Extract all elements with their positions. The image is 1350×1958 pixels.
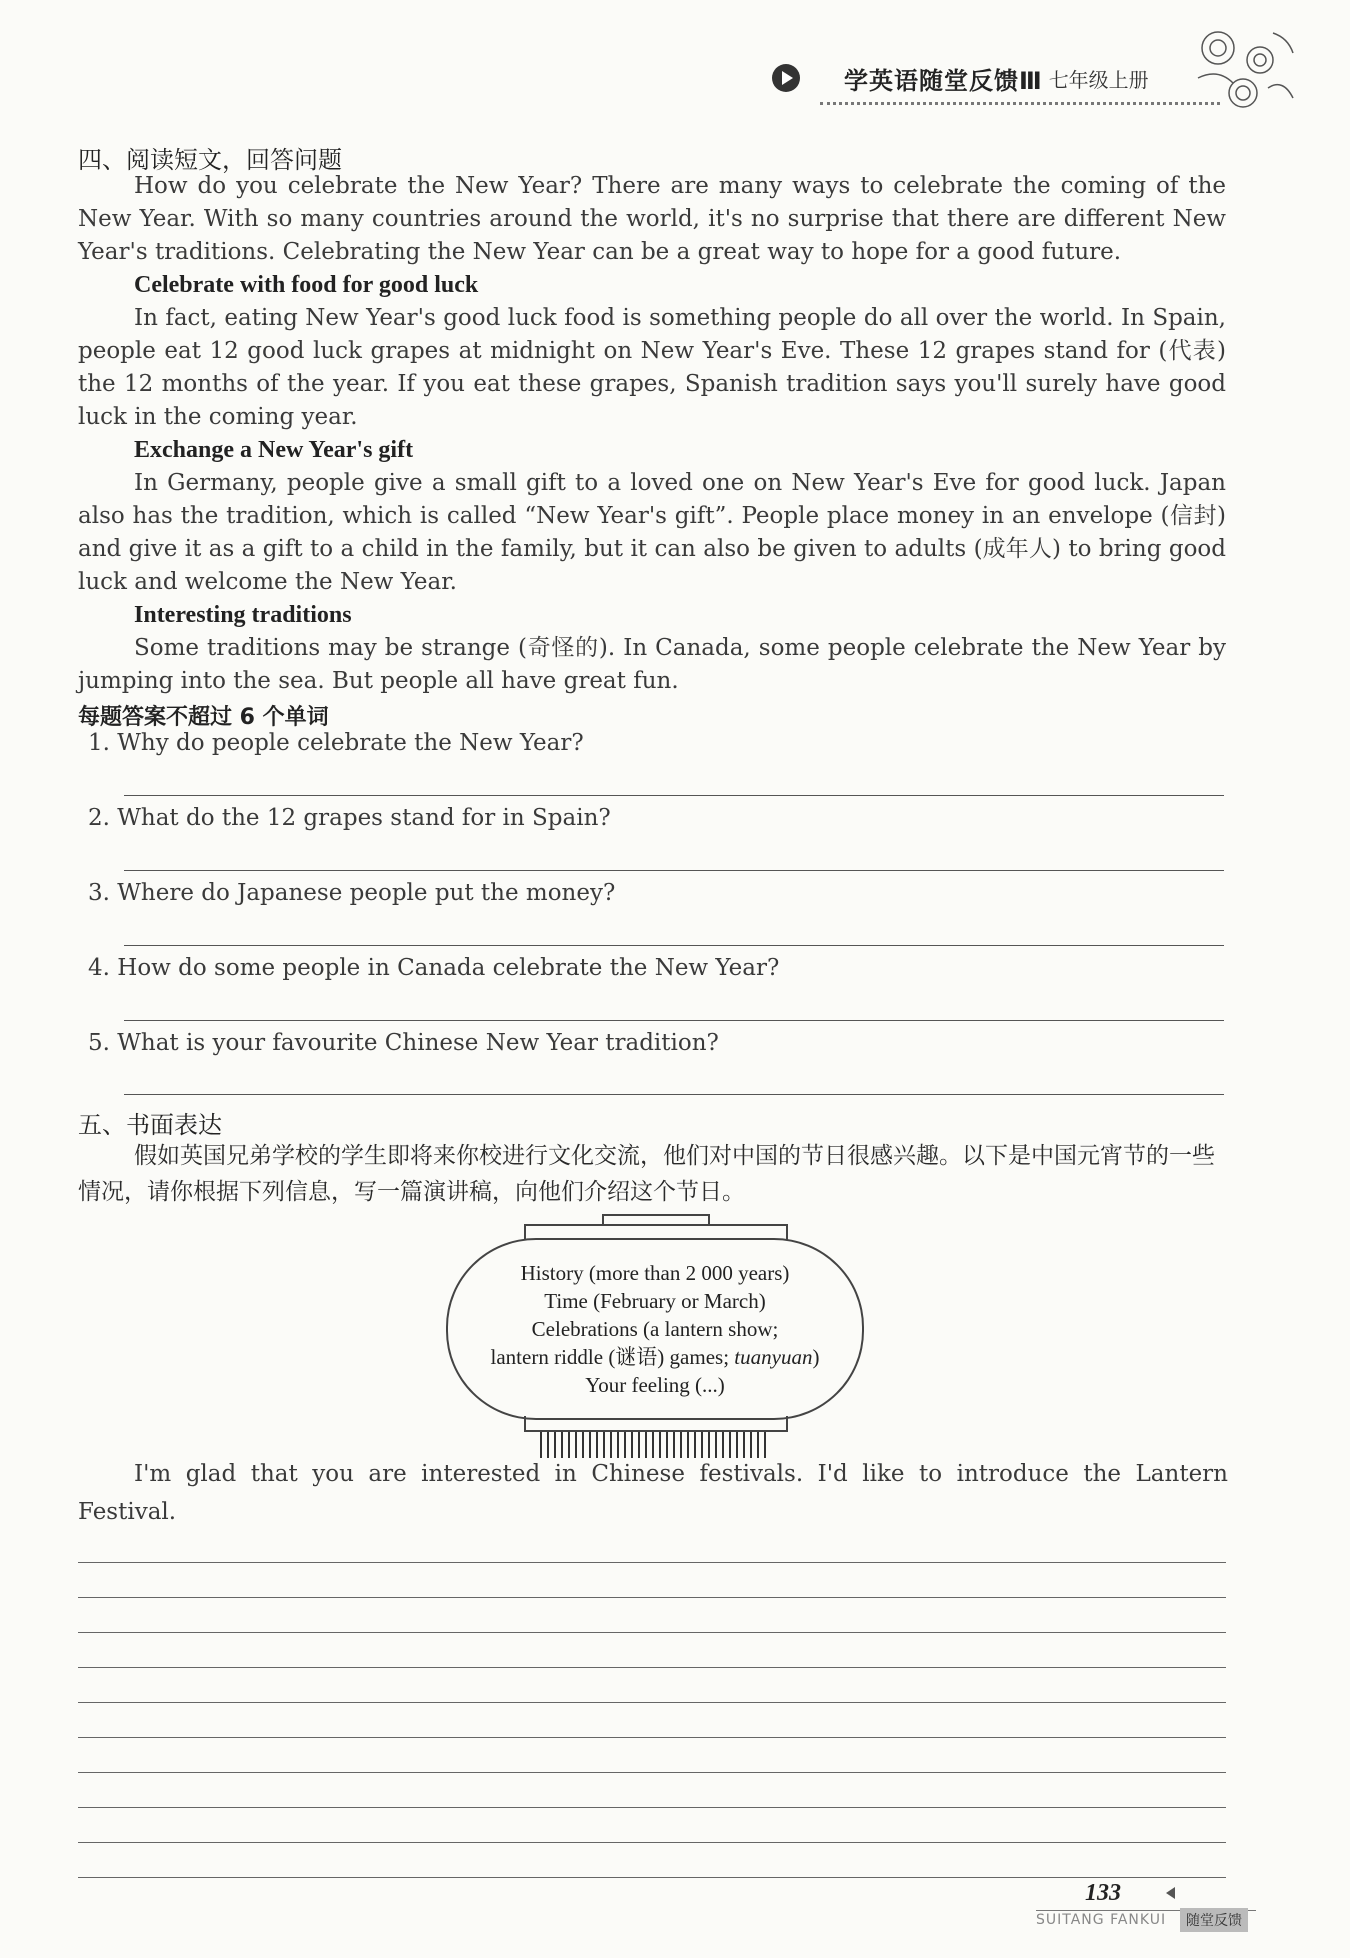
play-icon	[772, 64, 800, 92]
lantern-riddles-close: )	[812, 1345, 820, 1369]
writing-line[interactable]	[78, 1737, 1226, 1738]
writing-line[interactable]	[78, 1667, 1226, 1668]
lantern-line-celebrations: Celebrations (a lantern show;	[531, 1317, 779, 1341]
answer-line-4[interactable]	[124, 1020, 1224, 1021]
essay-opening	[78, 1455, 1228, 1531]
answer-line-1[interactable]	[124, 795, 1224, 796]
lantern-line-history: History (more than 2 000 years)	[520, 1261, 790, 1285]
passage-subheading-gift: Exchange a New Year's gift	[134, 437, 414, 463]
passage-gift: In Germany, people give a small gift to a loved one on New Year's Eve for good luck. Japan also has the tradition, which is called “New Year's gift”. People place money in an envelope (信封) and give it as a gift to a child in the family, but it can also be given to adults (成年人) to bring good luck and welcome the New Year.	[78, 470, 1226, 595]
section-heading-reading: 四、阅读短文，回答问题	[78, 146, 342, 174]
writing-line[interactable]	[78, 1877, 1226, 1878]
writing-line[interactable]	[78, 1772, 1226, 1773]
question-3: 3. Where do Japanese people put the money?	[88, 880, 616, 906]
passage-food: In fact, eating New Year's good luck food is something people do all over the world. In Spain, people eat 12 good luck grapes at midnight on New Year's Eve. These 12 grapes stand for (代表) the 12 months of the year. If you eat these grapes, Spanish tradition says you'll surely have good luck in the coming year.	[78, 305, 1226, 430]
writing-line[interactable]	[78, 1632, 1226, 1633]
passage-subheading-food: Celebrate with food for good luck	[134, 272, 479, 298]
answer-line-3[interactable]	[124, 945, 1224, 946]
arrow-left-icon	[1166, 1887, 1175, 1899]
passage-subheading-traditions: Interesting traditions	[134, 602, 352, 628]
writing-line[interactable]	[78, 1597, 1226, 1598]
section-heading-writing: 五、书面表达	[78, 1111, 222, 1139]
writing-prompt-text: 假如英国兄弟学校的学生即将来你校进行文化交流，他们对中国的节日很感兴趣。以下是中国元宵节的一些情况，请你根据下列信息，写一篇演讲稿，向他们介绍这个节日。	[78, 1143, 1215, 1205]
footer-brand: SUITANG FANKUI	[1036, 1912, 1167, 1928]
question-2: 2. What do the 12 grapes stand for in Spain?	[88, 805, 611, 831]
writing-prompt	[78, 1138, 1228, 1210]
essay-opening-text: I'm glad that you are interested in Chinese festivals. I'd like to introduce the Lantern Festival.	[78, 1461, 1228, 1525]
lantern-line-riddles	[491, 1343, 820, 1371]
answer-line-5[interactable]	[124, 1094, 1224, 1095]
lantern-line-feeling: Your feeling (...)	[585, 1373, 725, 1397]
answer-instruction: 每题答案不超过 6 个单词	[78, 705, 329, 730]
answer-line-2[interactable]	[124, 870, 1224, 871]
question-5: 5. What is your favourite Chinese New Year tradition?	[88, 1030, 719, 1056]
book-grade: 七年级上册	[1048, 67, 1149, 92]
page-number: 133	[1085, 1880, 1121, 1906]
lantern-bottom	[524, 1416, 788, 1432]
header-divider	[820, 102, 1220, 105]
lantern-riddles-text: lantern riddle (谜语) games;	[490, 1345, 735, 1369]
writing-line[interactable]	[78, 1842, 1226, 1843]
book-title: 学英语随堂反馈Ⅲ	[844, 66, 1043, 95]
lantern-info-box	[446, 1238, 864, 1420]
reading-passage	[78, 170, 1226, 698]
question-4: 4. How do some people in Canada celebrate the New Year?	[88, 955, 780, 981]
writing-line[interactable]	[78, 1562, 1226, 1563]
writing-line[interactable]	[78, 1702, 1226, 1703]
question-1: 1. Why do people celebrate the New Year?	[88, 730, 584, 756]
passage-intro: How do you celebrate the New Year? There are many ways to celebrate the coming of the New Year. With so many countries around the world, it's no surprise that there are different New Year's traditions. Celebrating the New Year can be a great way to hope for a good future.	[78, 173, 1226, 265]
passage-traditions: Some traditions may be strange (奇怪的). In Canada, some people celebrate the New Year by jumping into the sea. But people all have great fun.	[78, 635, 1226, 694]
writing-line[interactable]	[78, 1807, 1226, 1808]
footer-tag: 随堂反馈	[1180, 1908, 1248, 1932]
lantern-tuanyuan: tuanyuan	[734, 1345, 813, 1369]
lantern-line-time: Time (February or March)	[544, 1289, 766, 1313]
page-header	[772, 58, 1149, 98]
